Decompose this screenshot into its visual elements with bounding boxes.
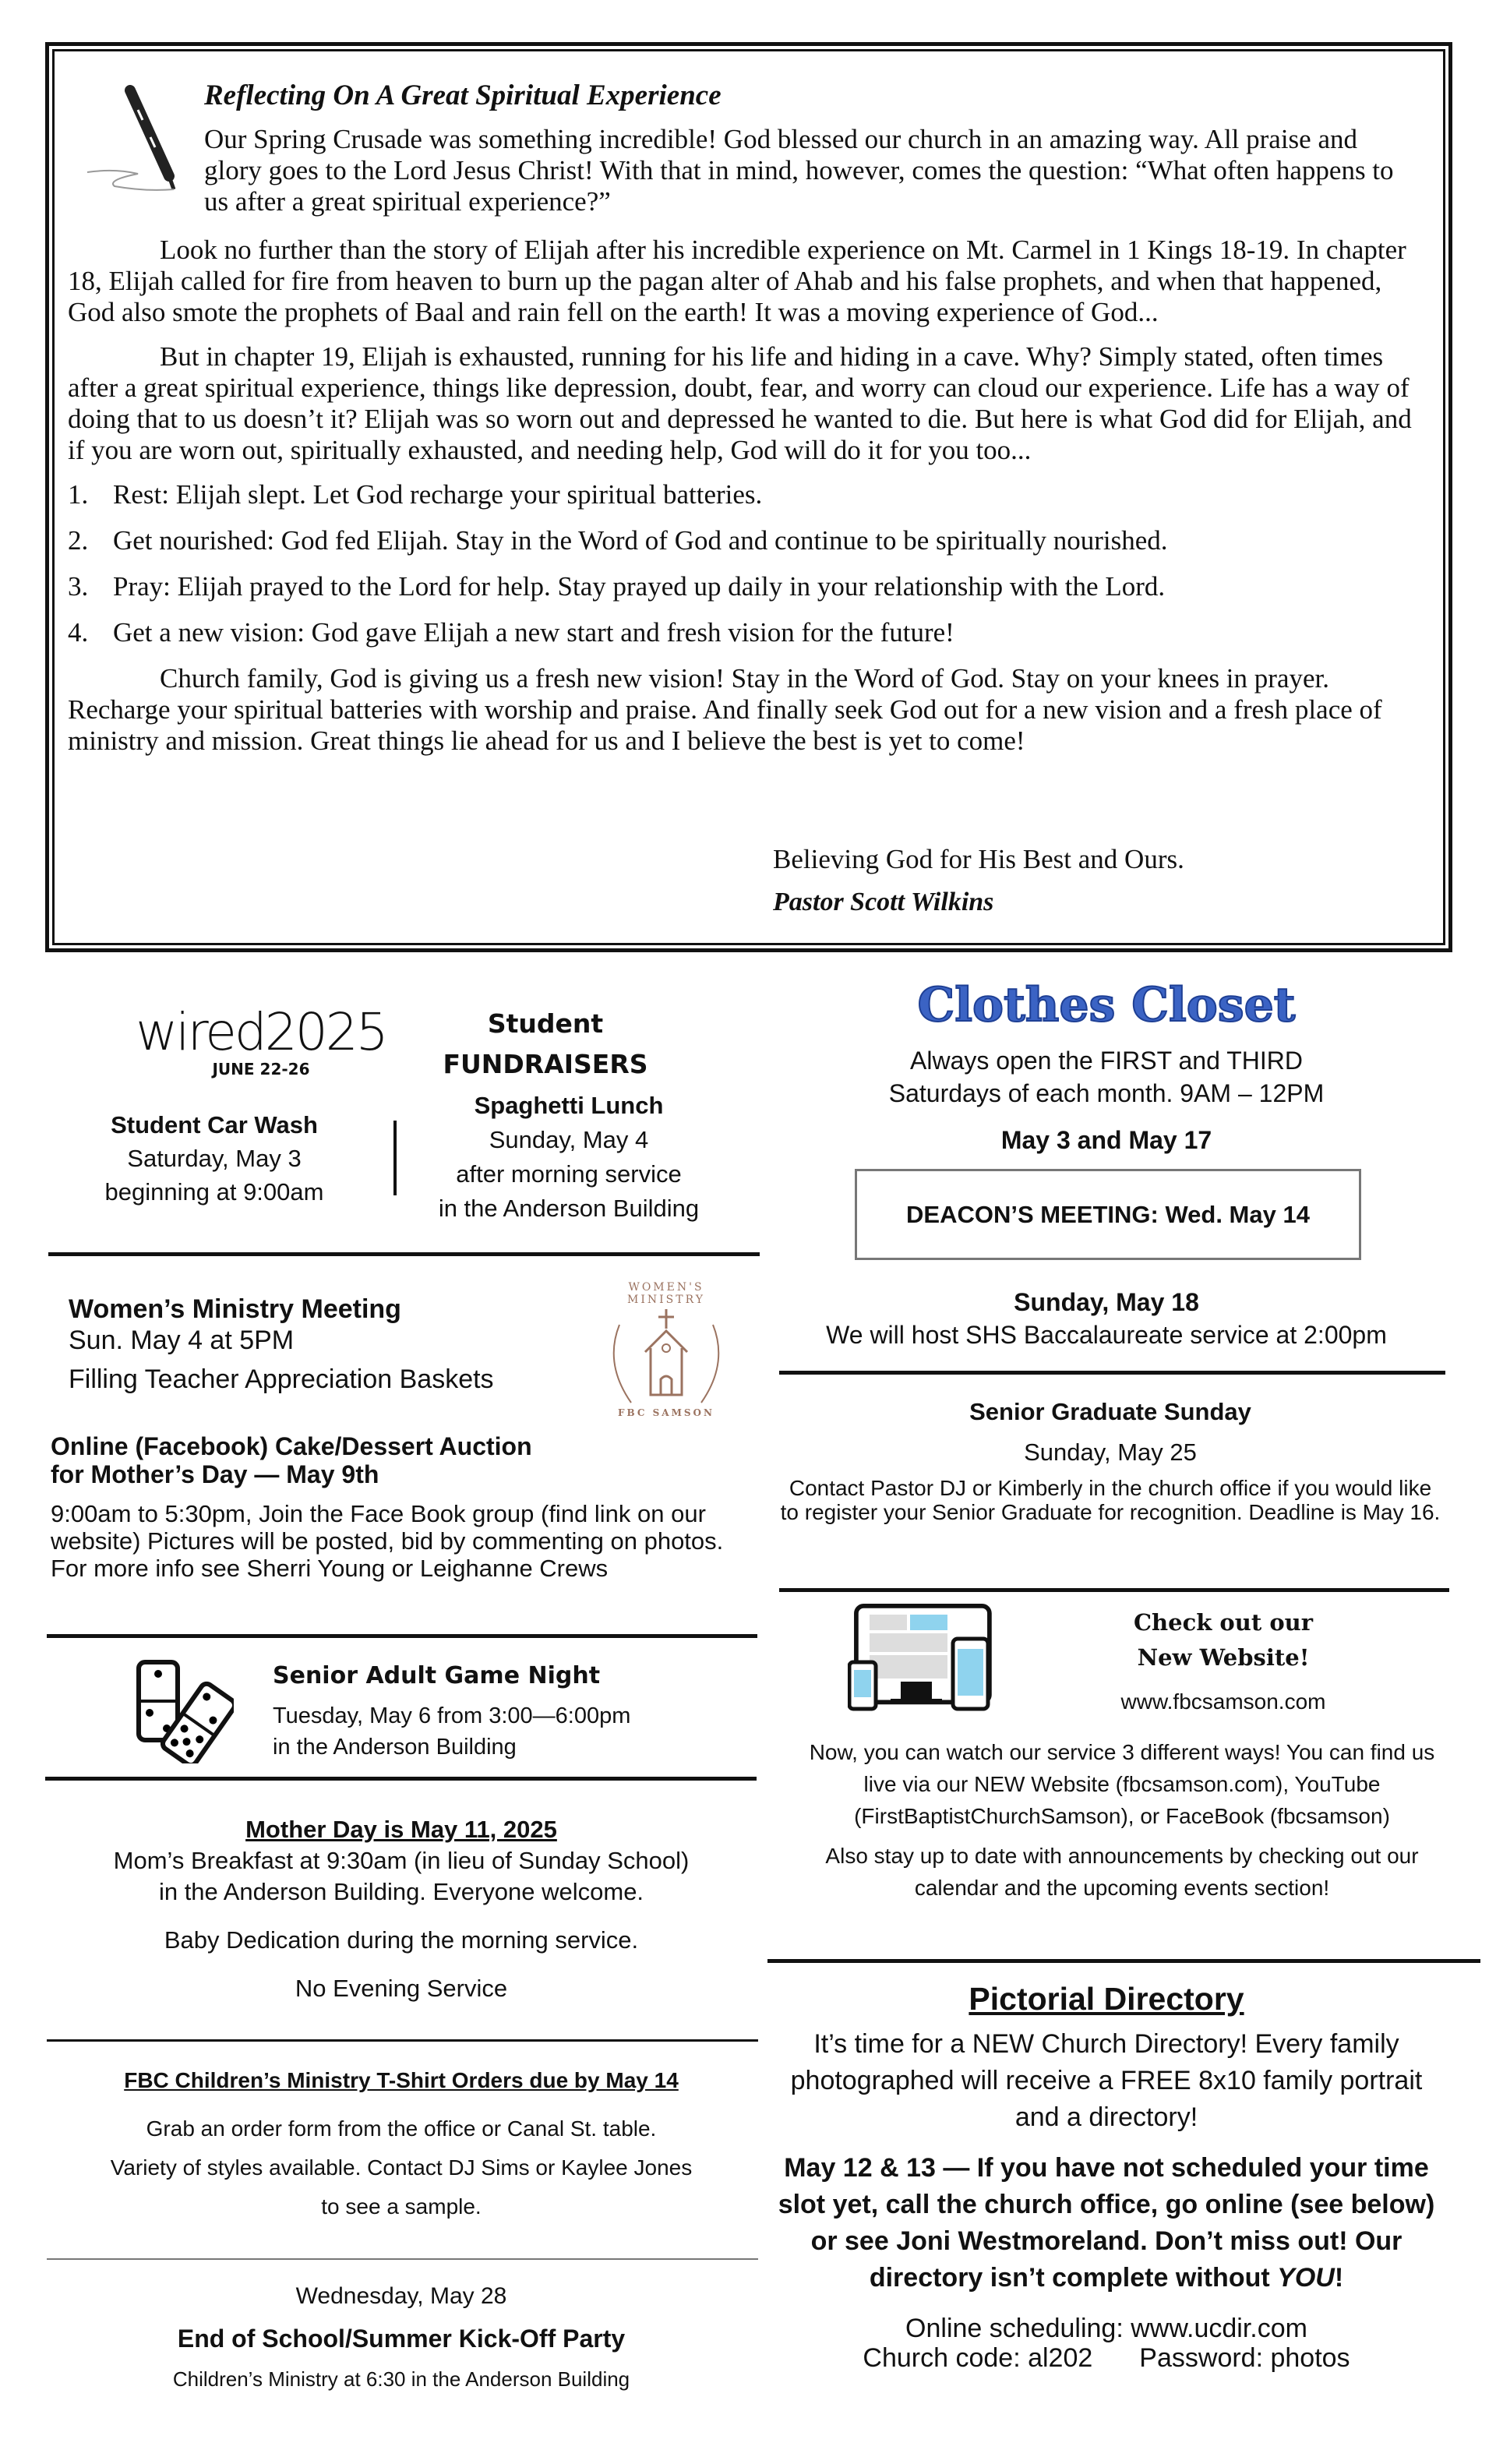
article-closing: Church family, God is giving us a fresh new vision! Stay in the Word of God. Stay on your knees in prayer. Recharge your spiritual batteries with worship and praise. And finally seek God out for a new vision and a fresh place of ministry and mission. Great things lie ahead for us and I believe the best is yet to come! bbox=[68, 663, 1382, 756]
article-signature: Pastor Scott Wilkins bbox=[773, 888, 994, 916]
clothes-closet-title: Clothes Closet bbox=[917, 978, 1296, 1033]
game-night-place: in the Anderson Building bbox=[273, 1735, 517, 1760]
mothers-day-block bbox=[47, 1814, 756, 2004]
fundraisers-title2: FUNDRAISERS bbox=[443, 1049, 648, 1079]
list-number: 3. bbox=[68, 571, 89, 602]
article-paragraph: Look no further than the story of Elijah after his incredible experience on Mt. Carmel in 1 Kings 18-19. In chapter 18, Elijah called for fire from heaven to burn up the pagan alter of Ahab and his false prophets, and when that happened, God also smote the prophets of Baal and rain fell on the earth! It was a moving experience of God... bbox=[68, 235, 1406, 327]
article-body bbox=[68, 235, 1422, 770]
clothes-line: Saturdays of each month. 9AM – 12PM bbox=[888, 1079, 1325, 1107]
mothers-day-line: in the Anderson Building. Everyone welcome. bbox=[158, 1878, 644, 1905]
clothes-dates: May 3 and May 17 bbox=[1000, 1126, 1212, 1154]
womens-activity: Filling Teacher Appreciation Baskets bbox=[69, 1364, 494, 1394]
list-item bbox=[68, 571, 1422, 602]
article-intro: Our Spring Crusade was something incredible! God blessed our church in an amazing way. All praise and glory goes to the Lord Jesus Christ! With that in mind, however, comes the question: “What often happens to us after a great spiritual experience?” bbox=[204, 124, 1394, 217]
list-number: 1. bbox=[68, 479, 89, 510]
spaghetti-time: after morning service bbox=[456, 1160, 682, 1188]
game-night-time: Tuesday, May 6 from 3:00—6:00pm bbox=[273, 1703, 631, 1728]
website-body-text: Now, you can watch our service 3 different ways! You can find us live via our NEW Website (fbcsamson.com), YouTube (FirstBaptistChurchSamson), or FaceBook (fbcsamson) bbox=[809, 1740, 1435, 1828]
clothes-line: Always open the FIRST and THIRD bbox=[910, 1047, 1303, 1075]
divider bbox=[779, 1588, 1449, 1592]
car-wash-block bbox=[62, 1108, 366, 1209]
tshirt-block bbox=[47, 2061, 756, 2226]
auction-title bbox=[51, 1432, 532, 1488]
directory-block bbox=[771, 1972, 1441, 2373]
senior-grad-block bbox=[779, 1395, 1441, 1524]
clothes-closet-block bbox=[779, 1044, 1434, 1156]
list-number: 4. bbox=[68, 617, 89, 648]
list-text: Rest: Elijah slept. Let God recharge your spiritual batteries. bbox=[113, 479, 763, 510]
pen-icon bbox=[83, 79, 200, 196]
auction-body: 9:00am to 5:30pm, Join the Face Book group (find link on our website) Pictures will be posted, bid by commenting on photos. For more info see Sherri Young or Leighanne Crews bbox=[51, 1500, 724, 1582]
divider bbox=[767, 1959, 1480, 1963]
mothers-day-line: Baby Dedication during the morning service. bbox=[164, 1926, 639, 1954]
divider bbox=[779, 1371, 1445, 1375]
divider bbox=[47, 2258, 758, 2260]
auction-title-line: Online (Facebook) Cake/Dessert Auction bbox=[51, 1432, 532, 1460]
list-text: Pray: Elijah prayed to the Lord for help. Stay prayed up daily in your relationship with the Lord. bbox=[113, 571, 1166, 602]
directory-password: Password: photos bbox=[1139, 2343, 1350, 2373]
tshirt-line: Grab an order form from the office or Canal St. table. bbox=[146, 2116, 657, 2141]
directory-online: Online scheduling: www.ucdir.com bbox=[905, 2314, 1307, 2343]
end-of-school-block bbox=[47, 2279, 756, 2395]
article-paragraph: But in chapter 19, Elijah is exhausted, running for his life and hiding in a cave. Why? Simply stated, often times after a great spiritual experience, things like depression, doubt, fear, and worry can cloud our experience. Life has a way of doing that to us doesn’t it? Elijah was so worn out and depressed he wanted to die. But here is what God did for Elijah, and if you are worn out, spiritually exhausted, and needing help, God will do it for you too... bbox=[68, 341, 1412, 465]
list-item bbox=[68, 525, 1422, 556]
auction-title-line: for Mother’s Day — May 9th bbox=[51, 1460, 379, 1488]
list-text: Get nourished: God fed Elijah. Stay in the Word of God and continue to be spiritually nourished. bbox=[113, 525, 1168, 556]
article-list bbox=[68, 479, 1422, 648]
directory-bold-text bbox=[771, 2150, 1441, 2296]
website-body bbox=[795, 1736, 1449, 1904]
article-title: Reflecting On A Great Spiritual Experience bbox=[204, 79, 722, 111]
senior-grad-title: Senior Graduate Sunday bbox=[969, 1398, 1251, 1425]
game-night-title: Senior Adult Game Night bbox=[273, 1662, 601, 1689]
list-item bbox=[68, 479, 1422, 510]
end-of-school-date: Wednesday, May 28 bbox=[295, 2283, 507, 2309]
directory-code: Church code: al202 bbox=[863, 2343, 1093, 2373]
game-night-block bbox=[273, 1662, 630, 1763]
list-item bbox=[68, 617, 1422, 648]
list-text: Get a new vision: God gave Elijah a new start and fresh vision for the future! bbox=[113, 617, 954, 648]
website-title2: New Website! bbox=[1137, 1644, 1310, 1671]
fundraisers-heading bbox=[413, 1004, 678, 1085]
fundraisers-title1: Student bbox=[487, 1008, 604, 1039]
car-wash-date: Saturday, May 3 bbox=[127, 1145, 302, 1172]
baccalaureate-text: We will host SHS Baccalaureate service at 2:00pm bbox=[826, 1321, 1387, 1349]
divider bbox=[47, 2039, 758, 2042]
directory-bold-line: May 12 & 13 — If you have not scheduled your time slot yet, call the church office, go online (see below) or see Joni Westmoreland. Don’t miss out! Our directory isn’t complete without bbox=[778, 2153, 1435, 2293]
end-of-school-details: Children’s Ministry at 6:30 in the Anderson Building bbox=[172, 2367, 630, 2391]
spaghetti-date: Sunday, May 4 bbox=[489, 1126, 649, 1153]
womens-ministry-block bbox=[69, 1294, 494, 1395]
website-heading bbox=[1091, 1605, 1356, 1675]
womens-ministry-logo bbox=[592, 1278, 740, 1426]
devices-icon bbox=[848, 1604, 1004, 1721]
directory-codes bbox=[771, 2343, 1441, 2373]
womens-when: Sun. May 4 at 5PM bbox=[69, 1326, 295, 1355]
directory-you: YOU bbox=[1277, 2263, 1335, 2293]
divider bbox=[393, 1121, 397, 1195]
wired-logo-text: wired2025 bbox=[136, 1002, 386, 1062]
spaghetti-place: in the Anderson Building bbox=[438, 1195, 700, 1222]
article-signoff: Believing God for His Best and Ours. bbox=[773, 844, 1184, 874]
divider bbox=[48, 1252, 760, 1256]
logo-text: WOMEN'S MINISTRY bbox=[627, 1281, 705, 1306]
womens-title: Women’s Ministry Meeting bbox=[69, 1294, 401, 1324]
logo-text: FBC SAMSON bbox=[618, 1407, 714, 1418]
divider bbox=[47, 1634, 757, 1638]
car-wash-title: Student Car Wash bbox=[111, 1111, 318, 1138]
car-wash-time: beginning at 9:00am bbox=[104, 1178, 324, 1206]
baccalaureate-date: Sunday, May 18 bbox=[1014, 1288, 1199, 1316]
website-body-text: Also stay up to date with announcements by checking out our calendar and the upcoming events section! bbox=[825, 1844, 1419, 1900]
spaghetti-title: Spaghetti Lunch bbox=[474, 1092, 664, 1119]
wired-logo bbox=[117, 1002, 405, 1078]
directory-title: Pictorial Directory bbox=[969, 1981, 1244, 2017]
tshirt-title: FBC Children’s Ministry T-Shirt Orders due by May 14 bbox=[124, 2068, 679, 2092]
website-title1: Check out our bbox=[1133, 1609, 1314, 1636]
baccalaureate-block bbox=[779, 1286, 1434, 1351]
pastor-article bbox=[45, 42, 1452, 952]
tshirt-line: Variety of styles available. Contact DJ Sims or Kaylee Jones bbox=[110, 2155, 693, 2180]
deacon-meeting-box: DEACON’S MEETING: Wed. May 14 bbox=[855, 1169, 1361, 1260]
list-number: 2. bbox=[68, 525, 89, 556]
website-url[interactable]: www.fbcsamson.com bbox=[1120, 1689, 1326, 1714]
tshirt-line: to see a sample. bbox=[321, 2194, 482, 2219]
divider bbox=[45, 1777, 757, 1781]
mothers-day-title: Mother Day is May 11, 2025 bbox=[245, 1816, 557, 1843]
end-of-school-title: End of School/Summer Kick-Off Party bbox=[177, 2325, 626, 2353]
directory-intro: It’s time for a NEW Church Directory! Every family photographed will receive a FREE 8x10 family portrait and a directory! bbox=[790, 2029, 1423, 2132]
dominoes-icon bbox=[132, 1658, 234, 1763]
wired-dates: JUNE 22-26 bbox=[212, 1060, 310, 1078]
senior-grad-date: Sunday, May 25 bbox=[1024, 1439, 1197, 1466]
senior-grad-body: Contact Pastor DJ or Kimberly in the church office if you would like to register your Senior Graduate for recognition. Deadline is May 16. bbox=[780, 1476, 1441, 1524]
directory-bold-end: ! bbox=[1334, 2263, 1344, 2293]
spaghetti-block bbox=[405, 1089, 732, 1226]
mothers-day-line: Mom’s Breakfast at 9:30am (in lieu of Sunday School) bbox=[113, 1847, 690, 1874]
mothers-day-line: No Evening Service bbox=[295, 1975, 508, 2002]
